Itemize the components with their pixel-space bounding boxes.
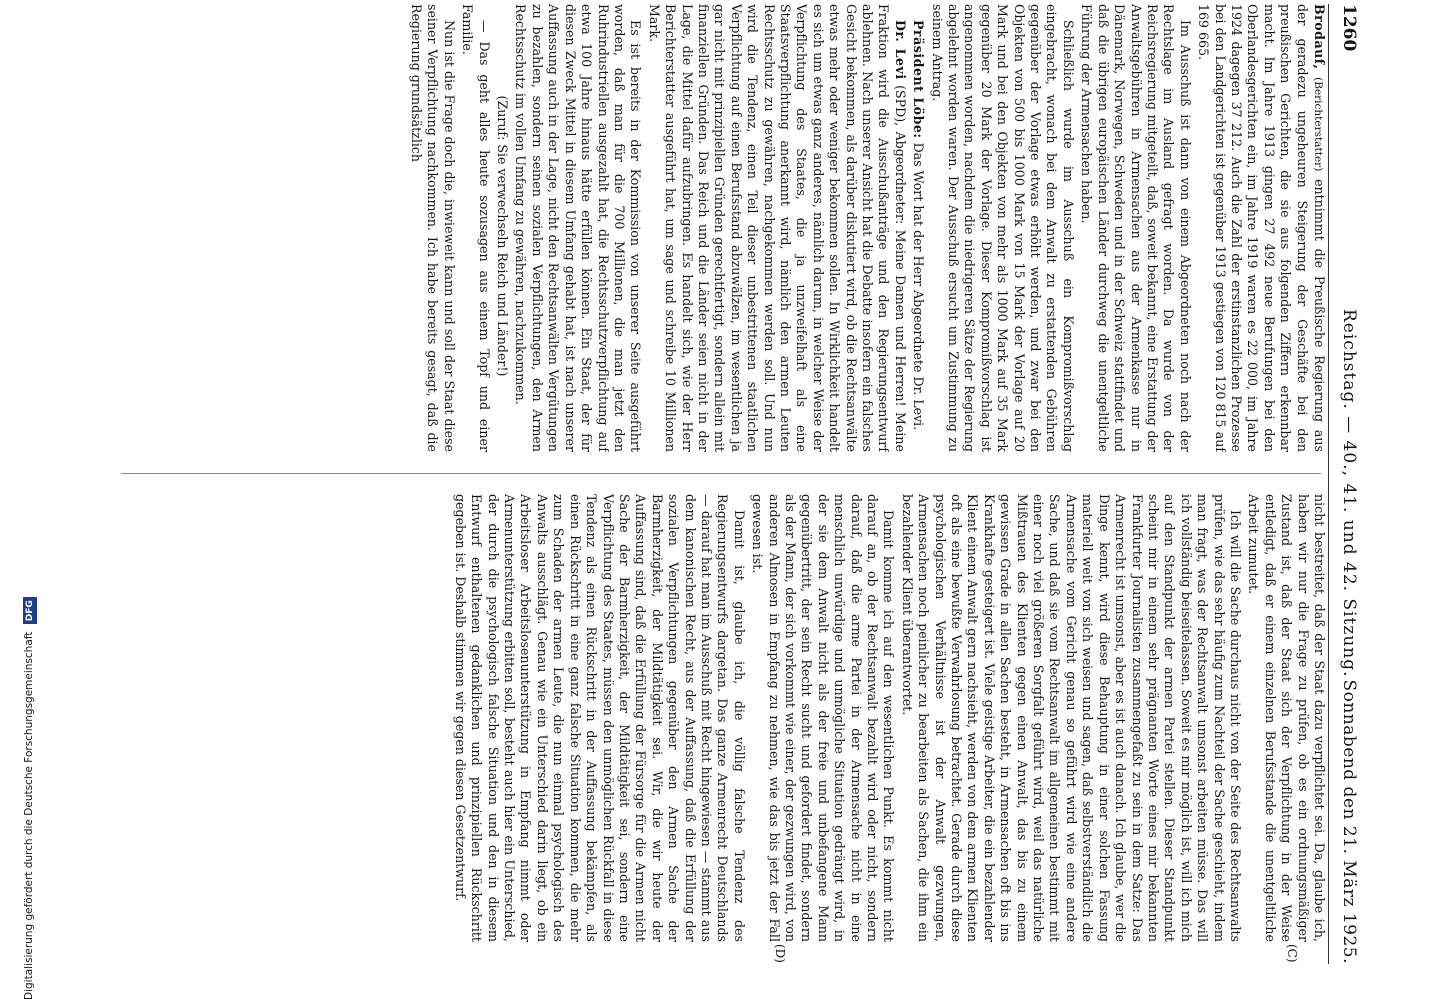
paragraph: Ich will die Sache durchaus nicht von der Seite des Rechtsanwalts prüfen, wie das sehr häufig zum Nachteil der Sache geschieht, indem man fragt, was der Rechtsanwalt umsonst arbeiten müsse. Das will ich vollständig beiseitelassen. Soweit es mir möglich ist, will ich mich auf den Standpunkt der armen Partei stellen. Dieser Standpunkt scheint mir in einem sehr prägnanten Worte eines mir bekannten Frankfurter Journalisten zusammengefaßt zu sein in dem Satze: Das Armenrecht ist umsonst, aber es ist auch danach. Ich glaube, wer die Dinge kennt, wird diese Behauptung in einer solchen Fassung materiell weit von sich weisen und sagen, daß selbstverständlich die Armensache vom Gericht genau so geführt wird wie eine andere Sache, und daß sie vom Rechtsanwalt im allgemeinen bestimmt mit einer noch viel größeren Sorgfalt geführt wird, weil das natürliche Mißtrauen des Klienten gegen einen Anwalt, das bis zu einem gewissen Grade in allen Sachen besteht, in Armensachen oft bis ins Krankhafte gesteigert ist. Viele geistige Arbeiter, die ein bezahlender Klient einem Anwalt gern nachsieht, werden von dem armen Klienten oft als eine bewußte Verwahrlosung betrachtet. Gerade durch diese psychologischen Verhältnisse ist der Anwalt gezwungen, Armensachen noch peinlicher zu bearbeiten als Sachen, die ihm ein bezahlender Klient überantwortet. (898, 494, 1243, 942)
speaker-name: Präsident Löbe: (911, 20, 926, 139)
paragraph: Damit ist, glaube ich, die völlig falsche Tendenz des Regierungsentwurfs dargetan. Das ganze Armenrecht Deutschlands — darauf hat man im Ausschuß mit Recht hingewiesen — stammt aus dem kanonischen Recht, aus der Auffassung, daß die Erfüllung der sozialen Verpflichtungen gegenüber den Armen Sache der Barmherzigkeit, der Mildtätigkeit sei. Wir, die wir heute der Auffassung sind, daß die Erfüllung der Fürsorge für die Armen nicht Sache der Barmherzigkeit, der Mildtätigkeit sei, sondern eine Verpflichtung des Staates, müssen den unmöglichen Rückfall in diese Tendenz als einen Rückschritt in der Auffassung bekämpfen, als einen Rückschritt in eine ganz falsche Situation kommen, die mehr zum Schaden der armen Leute, die nun einmal psychologisch des Anwalts ausschlägt. Genau wie ein Unterschied darin liegt, ob ein Arbeitsloser Arbeitslosenunterstützung in Empfang nimmt oder Armenunterstützung erbitten soll, besteht auch hier ein Unterschied, der durch die psychologisch falsche Situation und den in diesem Entwurf enthaltenen gedanklichen und prinzipiellen Rückschritt gegeben ist. Deshalb stimmen wir gegen diesen Gesetzentwurf. (451, 494, 746, 942)
right-column (107, 494, 1327, 942)
paragraph: Nun ist die Frage doch die, inwieweit kann und soll der Staat diese seiner Verpflichtung nachkommen. Ich habe bereits gesagt, daß die Regierung grundsätzlich (408, 4, 457, 452)
paragraph-text: Das Wort hat der Herr Abgeordnete Dr. Levi. (911, 143, 926, 431)
paragraph: Es ist bereits in der Kommission von unserer Seite ausgeführt worden, daß man für die 700 Millionen, die man jetzt den Ruhrindustriellen ausgezahlt hat, die Rechtsschutzverpflichtung auf etwa 100 Jahre hinaus hätte erfüllen können. Ein Staat, der für diesen Zweck Mittel in diesem Umfang gehabt hat, ist nach unserer Auffassung auch in der Lage, nicht den Rechtsanwälten Vergütungen zu bezahlen, sondern seinen sozialen Verpflichtungen, den Armen Rechtsschutz im vollen Umfang zu gewähren, nachzukommen. (512, 4, 643, 452)
speaker-name: Brodauf, (1312, 4, 1327, 69)
credit-text: Digitalisierung gefördert durch die Deutsche Forschungsgemeinschaft (23, 632, 35, 1000)
speaker-name: Dr. Levi (893, 20, 908, 80)
running-title: Reichstag. — 40., 41. und 42. Sitzung. (1339, 309, 1359, 678)
margin-mark-d: (D) (773, 944, 787, 963)
session-date: Sonnabend den 21. März 1925. (1339, 679, 1359, 964)
document-page (85, 4, 1365, 1004)
paragraph: Damit komme ich auf den wesentlichen Punkt. Es kommt nicht darauf an, ob der Rechtsanwalt bezahlt wird oder nicht, sondern darauf, daß die arme Partei in der Armensache nicht in eine menschlich unwürdige und unmögliche Situation gedrängt wird, in der sie dem Anwalt nicht als der freie und unbefangene Mann gegenübertritt, der sein Recht sucht und gefordert findet, sondern als der Mann, der sich vorkommt wie einer, der gezwungen wird, von anderen Almosen in Empfang zu nehmen, wie das bis jetzt der Fall gewesen ist. (749, 494, 897, 942)
page-header (1327, 4, 1359, 964)
digitization-credit (20, 0, 38, 1000)
paragraph (910, 4, 926, 452)
paragraph: Schließlich wurde im Ausschuß ein Kompromißvorschlag eingebracht, wonach bei dem Anwalt zu erstattenden Gebühren gegenüber der Vorlage etwas erhöht werden, und zwar bei den Objekten von 500 bis 1000 Mark von 15 Mark der Vorlage auf 20 Mark und bei den Objekten von mehr als 1000 Mark auf 35 Mark gegenüber 20 Mark der Vorlage. Dieser Kompromißvorschlag ist angenommen worden, nachdem die niedrigeren Sätze der Regierung abgelehnt worden waren. Der Ausschuß ersucht um Zustimmung zu seinem Antrag. (928, 4, 1076, 452)
margin-mark-c: (C) (1285, 944, 1299, 963)
left-column (107, 4, 1327, 452)
paragraph-text: (SPD), Abgeordneter: Meine Damen und Herren! Meine Fraktion wird die Ausschußanträge und den Regierungsentwurf ablehnen. Nach unserer Ansicht hat die Debatte insofern ein falsches Gesicht bekommen, als darüber diskutiert wird, ob die Rechtsanwälte etwas mehr oder weniger bekommen sollen. In Wirklichkeit handelt es sich um etwas ganz anderes, nämlich darum, in welcher Weise der Verpflichtung des Staates, die ja unzweifelhaft als eine Staatsverpflichtung anerkannt wird, nämlich den armen Leuten Rechtsschutz zu gewähren, nachgekommen werden soll. Und nun wird die Tendenz, einen Teil dieser unbestrittenen staatlichen Verpflichtung auf einen Berufsstand abzuwälzen, im wesentlichen ja gar nicht mit prinzipiellen Gründen gerechtfertigt, sondern allein mit finanziellen Gründen. Das Reich und die Länder seien nicht in der Lage, die Mittel dafür aufzubringen. Es handelt sich, wie der Herr Berichterstatter ausgeführt hat, um sage und schreibe 10 Millionen Mark. (647, 4, 908, 452)
paragraph (645, 4, 908, 452)
header-rule (1328, 4, 1329, 964)
column-divider (121, 473, 1321, 474)
speaker-role: Berichterstatter (1312, 81, 1324, 167)
paragraph: nicht bestreitet, daß der Staat dazu verpflichtet sei. Da, glaube ich, haben wir nur die Frage zu prüfen, ob es ein ordnungsmäßiger Zustand ist, daß der Staat sich der Verpflichtung in der Weise entledigt, daß er einem einzelnen Berufsstande die unentgeltliche Arbeit zumutet. (1245, 494, 1327, 942)
paragraph-text: entnimmt die Preußische Regierung aus der geradezu ungeheuren Steigerung der Geschäfte bei den preußischen Gerichten, die sie aus folgenden Ziffern erkennbar macht. Im Jahre 1913 gingen 27 492 neue Berufungen bei den Oberlandesgerichten ein, im Jahre 1919 waren es 22 000, im Jahre 1924 dagegen 37 212. Auch die Zahl der erstinstanzlichen Prozesse bei den Landgerichten ist gegenüber 1913 gestiegen von 120 815 auf 169 665. (1196, 4, 1327, 452)
paragraph: Brodauf, (Berichterstatter) entnimmt die Preußische Regierung aus der geradezu ungeheuren Steigerung der Geschäfte bei den preußischen Gerichten, die sie aus folgenden Ziffern erkennbar macht. Im Jahre 1913 gingen 27 492 neue Berufungen bei den Oberlandesgerichten ein, im Jahre 1919 waren es 22 000, im Jahre 1924 dagegen 37 212. Auch die Zahl der erstinstanzlichen Prozesse bei den Landgerichten ist gegenüber 1913 gestiegen von 120 815 auf 169 665. (1195, 4, 1327, 452)
dfg-logo: DFG (23, 597, 37, 624)
paragraph: Im Ausschuß ist dann von einem Abgeordneten noch nach der Rechtslage im Ausland gefragt worden. Da wurde von der Reichsregierung mitgeteilt, daß, soweit bekannt, eine Erstattung der Anwaltsgebühren in Armensachen aus der Armenkasse nur in Dänemark, Norwegen, Schweden und in der Schweiz stattfindet und daß die übrigen europäischen Länder durchweg die unentgeltliche Führung der Armensachen haben. (1078, 4, 1193, 452)
interjection: (Zuruf: Sie verwechseln Reich und Länder!) (494, 4, 510, 452)
paragraph: — Das geht alles heute sozusagen aus einem Topf und einer Familie. (459, 4, 492, 452)
page-number: 1260 (1339, 4, 1359, 51)
